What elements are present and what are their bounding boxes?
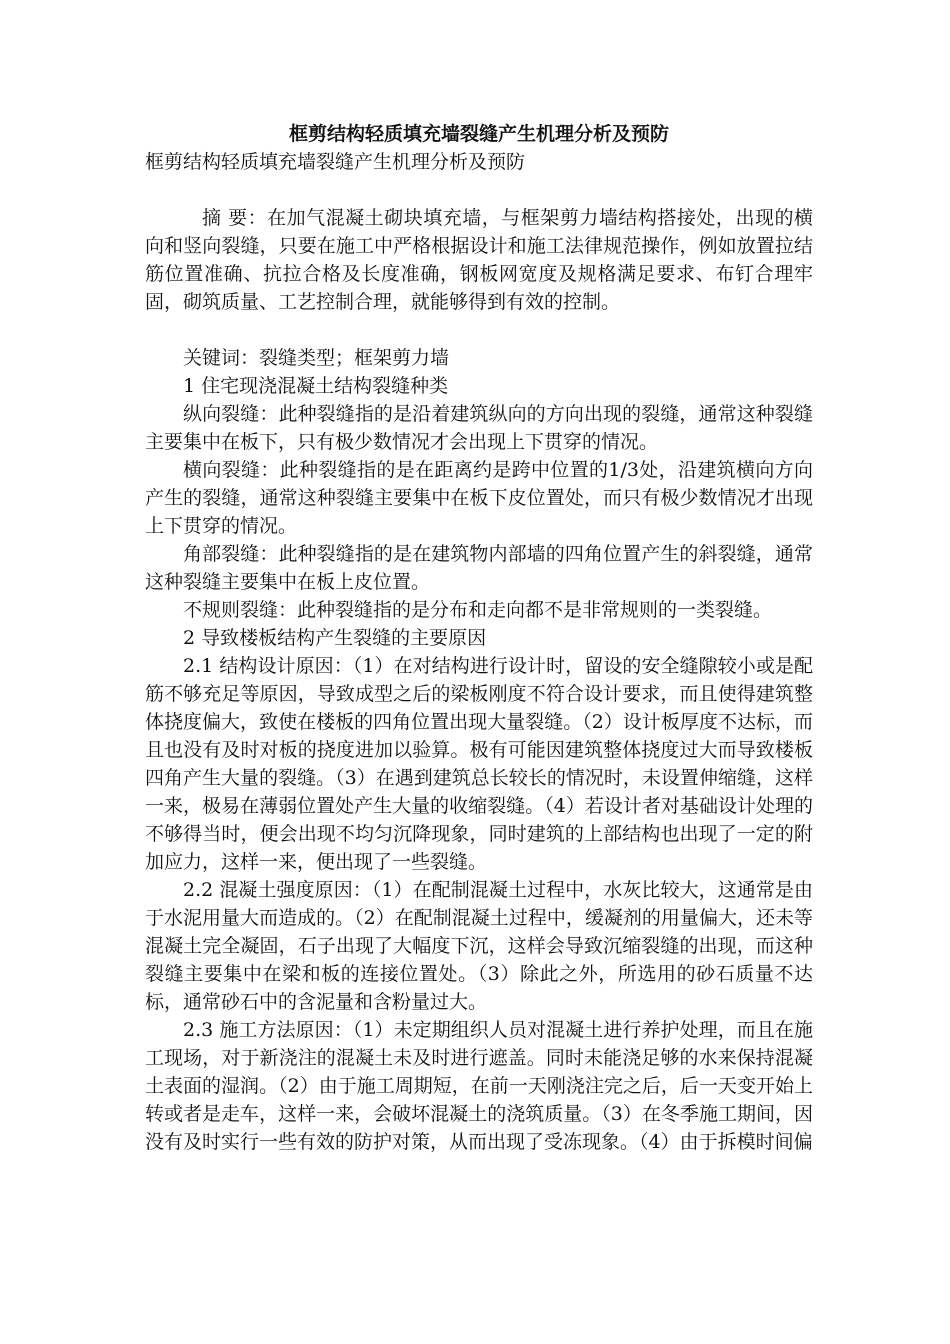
paragraph-corner-cracks: 角部裂缝：此种裂缝指的是在建筑物内部墙的四角位置产生的斜裂缝，通常这种裂缝主要集中在板上皮位置。 <box>145 543 813 593</box>
document-subtitle: 框剪结构轻质填充墙裂缝产生机理分析及预防 <box>145 151 526 173</box>
abstract-paragraph: 摘 要：在加气混凝土砌块填充墙，与框架剪力墙结构搭接处，出现的横向和竖向裂缝，只要在施工中严格根据设计和施工法律规范操作，例如放置拉结筋位置准确、抗拉合格及长度准确，钢板网宽度及规格满足要求、布钉合理牢固，砌筑质量、工艺控制合理，就能够得到有效的控制。 <box>145 207 813 313</box>
paragraph-irregular-cracks: 不规则裂缝：此种裂缝指的是分布和走向都不是非常规则的一类裂缝。 <box>183 599 773 621</box>
paragraph-transverse-cracks: 横向裂缝：此种裂缝指的是在距离约是跨中位置的1/3处，沿建筑横向方向产生的裂缝，通常这种裂缝主要集中在板下皮位置处，而只有极少数情况才出现上下贯穿的情况。 <box>145 459 813 537</box>
paragraph-longitudinal-cracks: 纵向裂缝：此种裂缝指的是沿着建筑纵向的方向出现的裂缝，通常这种裂缝主要集中在板下，只有极少数情况才会出现上下贯穿的情况。 <box>145 403 813 453</box>
keywords-line: 关键词：裂缝类型；框架剪力墙 <box>183 347 450 369</box>
paragraph-structural-design: 2.1 结构设计原因：（1）在对结构进行设计时，留设的安全缝隙较小或是配筋不够充足等原因，导致成型之后的梁板刚度不符合设计要求，而且使得建筑整体挠度偏大，致使在楼板的四角位置出现大量裂缝。（2）设计板厚度不达标，而且也没有及时对板的挠度进加以验算。极有可能因建筑整体挠度过大而导致楼板四角产生大量的裂缝。（3）在遇到建筑总长较长的情况时，未设置伸缩缝，这样一来，极易在薄弱位置处产生大量的收缩裂缝。（4）若设计者对基础设计处理的不够得当时，便会出现不均匀沉降现象，同时建筑的上部结构也出现了一定的附加应力，这样一来，便出现了一些裂缝。 <box>145 655 813 873</box>
paragraph-construction-method: 2.3 施工方法原因：（1）未定期组织人员对混凝土进行养护处理，而且在施工现场，对于新浇注的混凝土未及时进行遮盖。同时未能浇足够的水来保持混凝土表面的湿润。（2）由于施工周期短，在前一天刚浇注完之后，后一天变开始上转或者是走车，这样一来，会破坏混凝土的浇筑质量。（3）在冬季施工期间，因没有及时实行一些有效的防护对策，从而出现了受冻现象。（4）由于拆模时间偏 <box>145 1019 813 1153</box>
page-title: 框剪结构轻质填充墙裂缝产生机理分析及预防 <box>288 123 669 145</box>
blank-line <box>145 316 813 344</box>
section-heading-1: 1 住宅现浇混凝土结构裂缝种类 <box>183 375 449 397</box>
section-heading-2: 2 导致楼板结构产生裂缝的主要原因 <box>183 627 487 649</box>
document-body <box>145 120 813 1156</box>
paragraph-concrete-strength: 2.2 混凝土强度原因：（1）在配制混凝土过程中，水灰比较大，这通常是由于水泥用量大而造成的。（2）在配制混凝土过程中，缓凝剂的用量偏大，还未等混凝土完全凝固，石子出现了大幅度下沉，这样会导致沉缩裂缝的出现，而这种裂缝主要集中在梁和板的连接位置处。（3）除此之外，所选用的砂石质量不达标，通常砂石中的含泥量和含粉量过大。 <box>145 879 813 1013</box>
blank-line <box>145 176 813 204</box>
